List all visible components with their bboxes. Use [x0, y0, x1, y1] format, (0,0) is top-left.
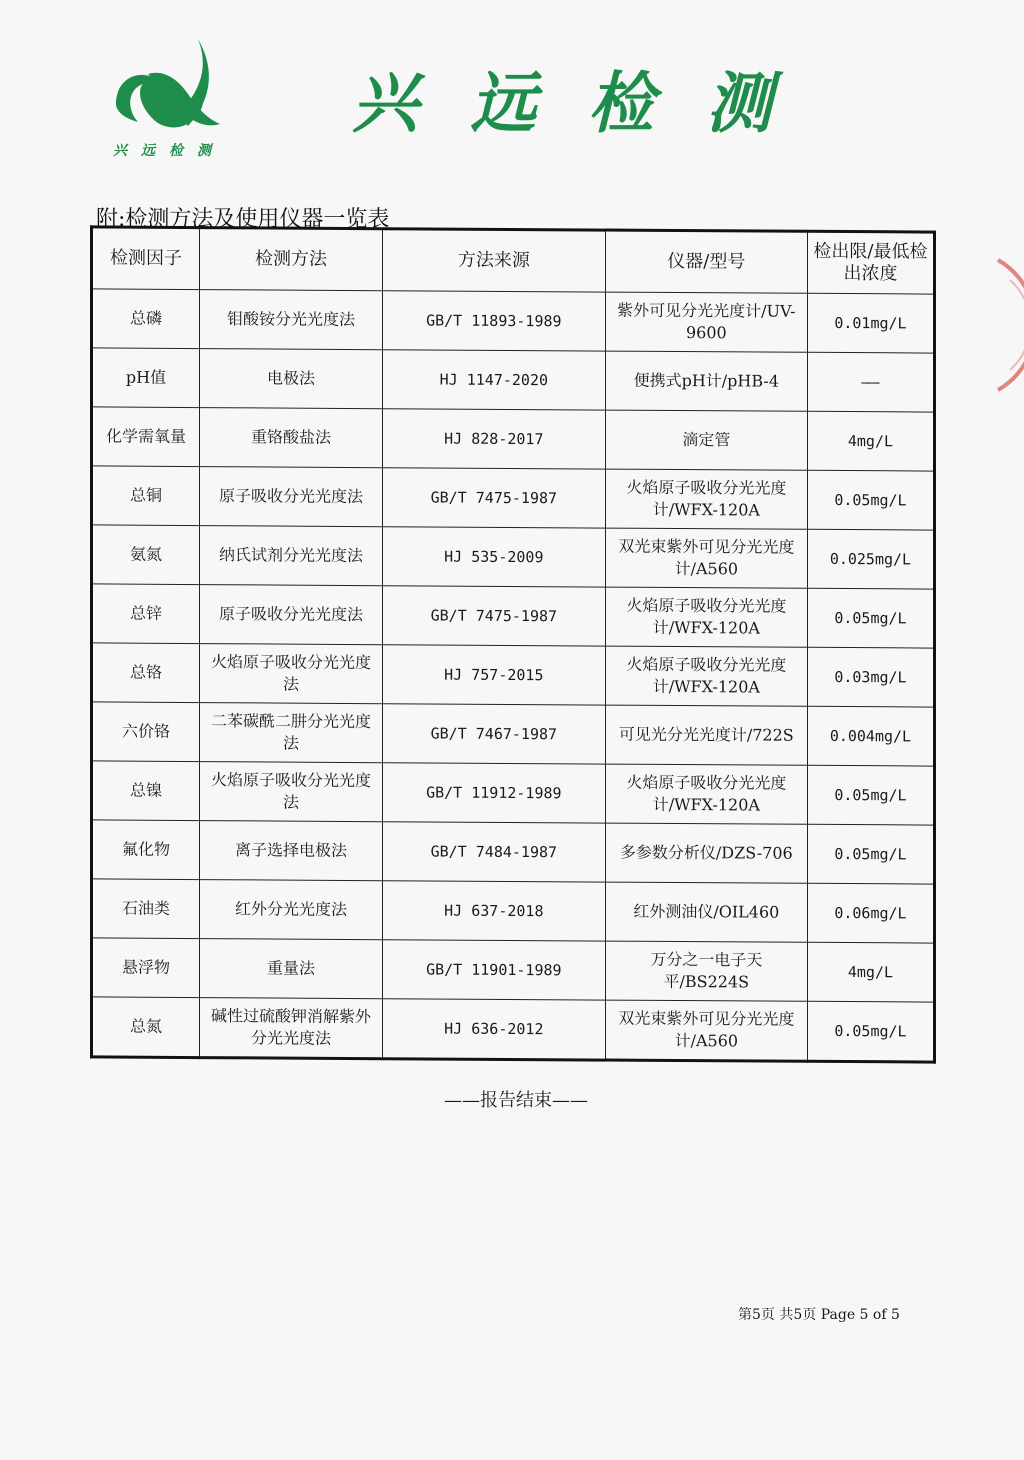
cell-factor: 石油类: [92, 879, 200, 939]
cell-source: GB/T 7475-1987: [382, 468, 605, 528]
cell-source: HJ 636-2012: [382, 999, 605, 1060]
header-instrument: 仪器/型号: [605, 230, 807, 293]
cell-method: 离子选择电极法: [200, 821, 383, 881]
cell-instrument: 火焰原子吸收分光光度计/WFX-120A: [605, 646, 807, 706]
table-row: [92, 348, 935, 412]
cell-method: 重铬酸盐法: [200, 408, 383, 468]
cell-instrument: 万分之一电子天平/BS224S: [605, 941, 807, 1001]
table-caption: 附:检测方法及使用仪器一览表: [96, 207, 390, 232]
cell-factor: 总镍: [92, 761, 200, 821]
table-row: [92, 466, 935, 530]
cell-instrument: 火焰原子吸收分光光度计/WFX-120A: [605, 469, 807, 529]
cell-source: GB/T 11901-1989: [382, 940, 605, 1000]
cell-source: GB/T 11893-1989: [382, 291, 605, 351]
cell-instrument: 火焰原子吸收分光光度计/WFX-120A: [605, 764, 807, 824]
cell-factor: 氟化物: [92, 820, 200, 880]
cell-limit: 0.01mg/L: [807, 293, 934, 353]
table-row: [92, 289, 935, 353]
report-end: ——报告结束——: [444, 1090, 588, 1111]
cell-instrument: 便携式pH计/pHB-4: [605, 351, 807, 411]
cell-source: GB/T 7467-1987: [382, 704, 605, 764]
cell-method: 钼酸铵分光光度法: [200, 290, 383, 350]
cell-method: 原子吸收分光光度法: [200, 467, 383, 527]
header-method: 检测方法: [200, 228, 383, 291]
cell-factor: 总铬: [92, 643, 200, 703]
cell-instrument: 火焰原子吸收分光光度计/WFX-120A: [605, 587, 807, 647]
table-row: [92, 407, 935, 471]
cell-limit: 0.05mg/L: [807, 1001, 934, 1062]
company-title: 兴远检测: [352, 65, 824, 142]
table-row: [92, 879, 935, 943]
table-row: [92, 820, 935, 884]
cell-source: HJ 637-2018: [382, 881, 605, 941]
logo-subtitle: 兴远检测: [113, 143, 225, 159]
cell-instrument: 红外测油仪/OIL460: [605, 882, 807, 942]
cell-instrument: 可见光分光光度计/722S: [605, 705, 807, 765]
table-header-row: [92, 227, 935, 294]
cell-source: GB/T 11912-1989: [382, 763, 605, 823]
cell-instrument: 多参数分析仪/DZS-706: [605, 823, 807, 883]
table-row: [92, 997, 935, 1062]
cell-source: HJ 1147-2020: [382, 350, 605, 410]
cell-method: 重量法: [200, 939, 383, 999]
cell-limit: 0.05mg/L: [807, 765, 934, 825]
cell-limit: 0.03mg/L: [807, 647, 934, 707]
cell-source: GB/T 7475-1987: [382, 586, 605, 646]
header-limit: 检出限/最低检出浓度: [807, 231, 934, 294]
cell-method: 纳氏试剂分光光度法: [200, 526, 383, 586]
cell-factor: 化学需氧量: [92, 407, 200, 467]
cell-limit: 0.004mg/L: [807, 706, 934, 766]
table-row: [92, 525, 935, 589]
table-row: [92, 938, 935, 1002]
cell-limit: 0.025mg/L: [807, 529, 934, 589]
table-row: [92, 643, 935, 707]
cell-limit: 0.05mg/L: [807, 824, 934, 884]
header-source: 方法来源: [382, 229, 605, 292]
cell-factor: 总锌: [92, 584, 200, 644]
cell-limit: 4mg/L: [807, 942, 934, 1002]
cell-factor: 总磷: [92, 289, 200, 349]
cell-source: GB/T 7484-1987: [382, 822, 605, 882]
cell-method: 电极法: [200, 349, 383, 409]
table-row: [92, 761, 935, 825]
cell-method: 火焰原子吸收分光光度法: [200, 644, 383, 704]
cell-source: HJ 828-2017: [382, 409, 605, 469]
cell-limit: 0.05mg/L: [807, 588, 934, 648]
cell-method: 火焰原子吸收分光光度法: [200, 762, 383, 822]
cell-method: 二苯碳酰二肼分光光度法: [200, 703, 383, 763]
cell-method: 碱性过硫酸钾消解紫外分光光度法: [200, 998, 383, 1059]
cell-factor: 总铜: [92, 466, 200, 526]
table-row: [92, 702, 935, 766]
page-footer: 第5页 共5页 Page 5 of 5: [738, 1307, 900, 1323]
cell-limit: 4mg/L: [807, 411, 934, 471]
table-row: [92, 584, 935, 648]
cell-instrument: 双光束紫外可见分光光度计/A560: [605, 1000, 807, 1061]
cell-factor: 总氮: [92, 997, 200, 1058]
cell-source: HJ 535-2009: [382, 527, 605, 587]
cell-source: HJ 757-2015: [382, 645, 605, 705]
cell-factor: 氨氮: [92, 525, 200, 585]
methods-table: [90, 225, 936, 1063]
header-factor: 检测因子: [92, 227, 200, 290]
cell-factor: 悬浮物: [92, 938, 200, 998]
cell-limit: 0.05mg/L: [807, 470, 934, 530]
cell-method: 红外分光光度法: [200, 880, 383, 940]
cell-method: 原子吸收分光光度法: [200, 585, 383, 645]
cell-factor: 六价铬: [92, 702, 200, 762]
cell-limit: ——: [807, 352, 934, 412]
cell-instrument: 双光束紫外可见分光光度计/A560: [605, 528, 807, 588]
cell-factor: pH值: [92, 348, 200, 408]
seal-stamp: [990, 250, 1024, 400]
cell-instrument: 滴定管: [605, 410, 807, 470]
cell-limit: 0.06mg/L: [807, 883, 934, 943]
cell-instrument: 紫外可见分光光度计/UV-9600: [605, 292, 807, 352]
table-body: [92, 289, 935, 1062]
